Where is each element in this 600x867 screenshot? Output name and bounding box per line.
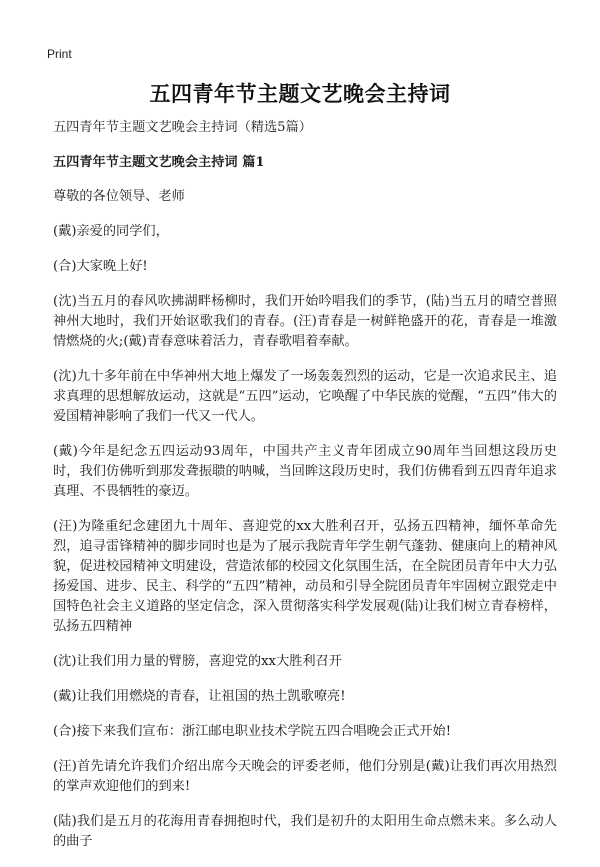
paragraph: (沈)当五月的春风吹拂湖畔杨柳时，我们开始吟唱我们的季节，(陆)当五月的晴空普照神州大地时，我们开始讴歌我们的青春。(汪)青春是一树鲜艳盛开的花，青春是一堆激情燃烧的火;(戴)青春意味着活力，青春歌唱着奉献。 bbox=[53, 294, 557, 349]
paragraph: (陆)我们是五月的花海用青春拥抱时代，我们是初升的太阳用生命点燃未来。多么动人的曲子 bbox=[53, 814, 557, 849]
paragraph: (戴)今年是纪念五四运动93周年，中国共产主义青年团成立90周年当回想这段历史时，我们仿佛听到那发聋振聩的呐喊，当回眸这段历史时，我们仿佛看到五四青年追求真理、不畏牺牲的豪迈。 bbox=[53, 444, 557, 499]
section-heading: 五四青年节主题文艺晚会主持词 篇1 bbox=[53, 155, 265, 170]
paragraph: (沈)让我们用力量的臂膀，喜迎党的xx大胜利召开 bbox=[53, 654, 342, 669]
paragraph: (戴)亲爱的同学们， bbox=[53, 224, 169, 239]
paragraph: (汪)首先请允许我们介绍出席今天晚会的评委老师，他们分别是(戴)让我们再次用热烈的掌声欢迎他们的到来! bbox=[53, 759, 557, 794]
paragraph: (戴)让我们用燃烧的青春，让祖国的热土凯歌嘹亮! bbox=[53, 689, 346, 704]
document-body bbox=[53, 118, 557, 867]
paragraph: (合)大家晚上好! bbox=[53, 259, 148, 274]
print-link[interactable]: Print bbox=[47, 47, 72, 61]
document-title: 五四青年节主题文艺晚会主持词 bbox=[149, 81, 451, 106]
paragraph: (合)接下来我们宣布：浙江邮电职业技术学院五四合唱晚会正式开始! bbox=[53, 724, 452, 739]
paragraph: (汪)为隆重纪念建团九十周年、喜迎党的xx大胜利召开，弘扬五四精神，缅怀革命先烈，追寻雷锋精神的脚步同时也是为了展示我院青年学生朝气蓬勃、健康向上的精神风貌，促进校园精神文明建设，营造浓郁的校园文化氛围生活，在全院团员青年中大力弘扬爱国、进步、民主、科学的“五四”精神，动员和引导全院团员青年牢固树立跟党走中国特色社会主义道路的坚定信念，深入贯彻落实科学发展观(陆)让我们树立青春榜样，弘扬五四精神 bbox=[53, 519, 557, 634]
paragraph: 尊敬的各位领导、老师 bbox=[53, 189, 185, 204]
document-subtitle: 五四青年节主题文艺晚会主持词（精选5篇） bbox=[53, 120, 312, 135]
paragraph: (沈)九十多年前在中华神州大地上爆发了一场轰轰烈烈的运动，它是一次追求民主、追求真理的思想解放运动，这就是“五四”运动，它唤醒了中华民族的觉醒，“五四”伟大的爱国精神影响了我们一代又一代人。 bbox=[53, 369, 557, 424]
